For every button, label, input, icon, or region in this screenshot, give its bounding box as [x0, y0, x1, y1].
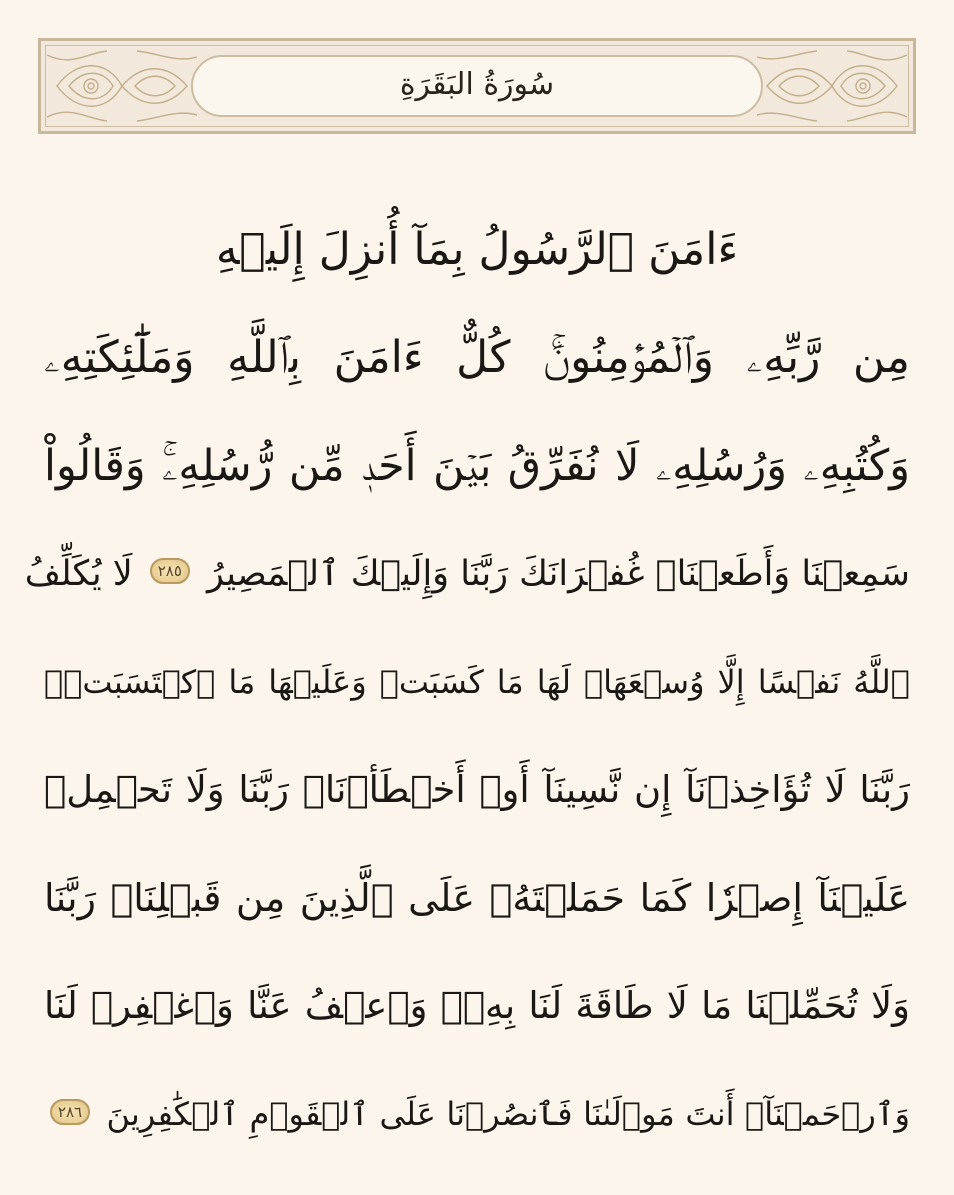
ayah-number-marker: ٢٨٦ — [50, 1099, 90, 1125]
verse-text: ٱللَّهُ نَفۡسًا إِلَّا وُسۡعَهَاۚ لَهَا مَا كَسَبَتۡ وَعَلَيۡهَا مَا ٱكۡتَسَبَتۡۗ — [44, 663, 910, 701]
verse-line-3 — [44, 412, 910, 520]
verse-text: مِن رَّبِّهِۦ وَٱلۡمُؤۡمِنُونَۚ كُلٌّ ءَامَنَ بِٱللَّهِ وَمَلَٰٓئِكَتِهِۦ — [44, 332, 910, 383]
verse-text: وَكُتُبِهِۦ وَرُسُلِهِۦ لَا نُفَرِّقُ بَيۡنَ أَحَدٖ مِّن رُّسُلِهِۦۚ وَقَالُواْ — [44, 441, 910, 491]
verse-text: سَمِعۡنَا وَأَطَعۡنَاۖ غُفۡرَانَكَ رَبَّنَا وَإِلَيۡكَ ٱلۡمَصِيرُ — [206, 554, 910, 594]
left-ornament-icon — [47, 49, 197, 123]
verse-text: رَبَّنَا لَا تُؤَاخِذۡنَآ إِن نَّسِينَآ أَوۡ أَخۡطَأۡنَاۚ رَبَّنَا وَلَا تَحۡمِلۡ — [44, 768, 910, 811]
verse-line-9 — [44, 1060, 910, 1168]
ayah-number-marker: ٢٨٥ — [150, 558, 190, 584]
surah-title-cartouche — [191, 55, 763, 117]
verses-block — [24, 196, 911, 1168]
verse-text: ءَامَنَ ٱلرَّسُولُ بِمَآ أُنزِلَ إِلَيۡهِ — [215, 224, 739, 275]
verse-line-2 — [44, 304, 910, 412]
right-ornament-icon — [757, 49, 907, 123]
verse-text: وَلَا تُحَمِّلۡنَا مَا لَا طَاقَةَ لَنَا بِهِۦۖ وَٱعۡفُ عَنَّا وَٱغۡفِرۡ لَنَا — [44, 984, 910, 1027]
verse-text: عَلَيۡنَآ إِصۡرٗا كَمَا حَمَلۡتَهُۥ عَلَى ٱلَّذِينَ مِن قَبۡلِنَاۚ رَبَّنَا — [44, 876, 910, 920]
verse-line-5 — [44, 628, 910, 736]
verse-text: لَا يُكَلِّفُ — [24, 554, 133, 594]
verse-line-7 — [44, 844, 910, 952]
verse-line-6 — [44, 736, 910, 844]
verse-text: وَٱرۡحَمۡنَآۚ أَنتَ مَوۡلَىٰنَا فَٱنصُرۡنَا عَلَى ٱلۡقَوۡمِ ٱلۡكَٰفِرِينَ — [106, 1095, 911, 1133]
surah-header — [38, 38, 916, 134]
verse-line-8 — [44, 952, 910, 1060]
surah-title: سُورَةُ البَقَرَةِ — [399, 67, 555, 102]
verse-line-1 — [44, 196, 910, 304]
verse-line-4 — [24, 520, 910, 628]
